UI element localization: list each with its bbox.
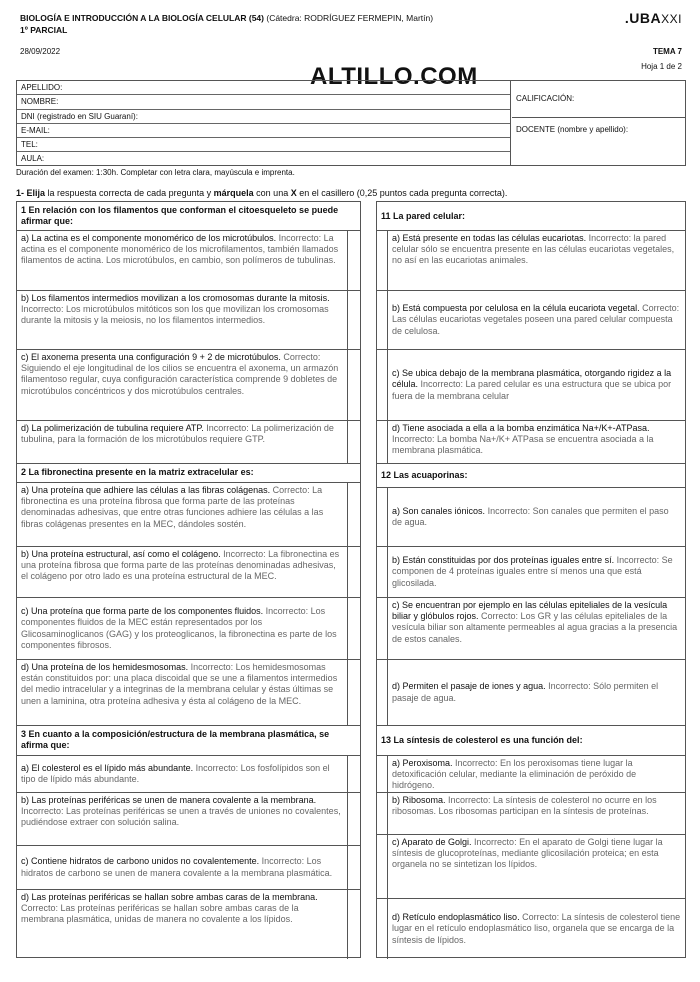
answer-option[interactable]: [17, 793, 360, 846]
answer-option[interactable]: [377, 835, 685, 899]
question-title: 11 La pared celular:: [377, 202, 685, 231]
answer-content: [387, 793, 685, 834]
option-feedback: Incorrecto: Los microtúbulos mitóticos son los que movilizan los cromosomas durante la mitosis y la meiosis, no los filamentos intermedios.: [21, 304, 329, 326]
answer-option[interactable]: [377, 231, 685, 291]
instructions: 1- Elija la respuesta correcta de cada pregunta y márquela con una X en el casillero (0,25 puntos cada pregunta correcta).: [16, 188, 508, 198]
option-text: b) Ribosoma.: [392, 795, 449, 805]
option-text: c) Una proteína que forma parte de los componentes fluidos.: [21, 606, 266, 617]
option-text: d) Permiten el pasaje de iones y agua.: [392, 681, 549, 692]
option-feedback: Correcto: Las células eucariotas vegetales poseen una pared celular compuesta de celulosa.: [392, 303, 680, 336]
answer-option[interactable]: [377, 660, 685, 726]
student-fields: [17, 81, 511, 165]
option-text: d) Una proteína de los hemidesmosomas.: [21, 662, 191, 672]
course-title: [20, 12, 433, 36]
answer-content: [17, 890, 348, 959]
option-text: c) Se ubica debajo de la membrana plasmática, otorgando rigidez a la célula.: [392, 368, 672, 390]
option-text: a) Son canales iónicos.: [392, 505, 488, 516]
answer-checkbox[interactable]: [350, 483, 360, 546]
question-title: 12 Las acuaporinas:: [377, 464, 685, 488]
answer-checkbox[interactable]: [377, 660, 387, 725]
answer-option[interactable]: [17, 660, 360, 726]
option-text: c) El axonema presenta una configuración 9 + 2 de microtúbulos.: [21, 352, 284, 362]
answer-content: [17, 483, 348, 546]
answer-content: [387, 350, 685, 420]
option-feedback: Correcto: Siguiendo el eje longitudinal de los cilios se encuentra el axonema, un armazón filamentoso regular, cuya configuración característica comprende 9 dobletes de microtúbulos concéntricos y dos microtúbulos centrales.: [21, 352, 339, 396]
answer-option[interactable]: [17, 756, 360, 793]
option-feedback: Incorrecto: Los hidratos de carbono se unen de manera covalente a la membrana plasmática.: [21, 856, 333, 878]
answer-content: [387, 835, 685, 898]
form-field[interactable]: DNI (registrado en SIU Guaraní):: [17, 110, 510, 124]
answer-content: [17, 793, 348, 845]
option-feedback: Correcto: La fibronectina es una proteína fibrosa que forma parte de las proteínas denominadas adhesivas, que entre otras funciones adhiere las células a las fibras colágenas presentes en la MEC, dándoles sostén.: [21, 485, 324, 529]
answer-content: [387, 547, 685, 597]
answer-option[interactable]: [377, 421, 685, 464]
answer-content: [17, 231, 348, 290]
option-text: d) Las proteínas periféricas se hallan sobre ambas caras de la membrana.: [21, 892, 318, 902]
student-info-form: [16, 80, 686, 166]
answer-checkbox[interactable]: [377, 421, 387, 463]
watermark: ALTILLO.COM: [310, 63, 478, 90]
answer-checkbox[interactable]: [350, 660, 360, 725]
uba-xxi-logo: .UBAXXI: [624, 10, 682, 26]
answer-checkbox[interactable]: [350, 421, 360, 463]
form-field[interactable]: E-MAIL:: [17, 124, 510, 138]
answer-option[interactable]: [17, 231, 360, 291]
option-text: b) Una proteína estructural, así como el colágeno.: [21, 549, 224, 559]
answer-checkbox[interactable]: [377, 350, 387, 420]
option-feedback: Incorrecto: La actina es el componente monomérico de los microfilamentos, también llamados filamentos de actina. Los microtúbulos, en cambio, son polímeros de tubulinas.: [21, 233, 339, 266]
answer-option[interactable]: [377, 756, 685, 793]
answer-content: [387, 231, 685, 290]
answer-checkbox[interactable]: [377, 899, 387, 959]
answer-checkbox[interactable]: [377, 598, 387, 659]
answer-content: [17, 660, 348, 725]
docente-field[interactable]: DOCENTE (nombre y apellido):: [516, 125, 629, 134]
answer-option[interactable]: [377, 899, 685, 959]
left-questions-column: [16, 201, 361, 958]
answer-content: [387, 421, 685, 463]
answer-option[interactable]: [17, 846, 360, 890]
form-field[interactable]: AULA:: [21, 154, 45, 164]
option-feedback: Incorrecto: Las proteínas periféricas se unen a través de uniones no covalentes, pudiéndose extraer con solución salina.: [21, 806, 341, 828]
calificacion-field[interactable]: CALIFICACIÓN:: [512, 81, 686, 118]
answer-checkbox[interactable]: [350, 291, 360, 349]
form-field[interactable]: NOMBRE:: [17, 95, 510, 109]
question-title: 1 En relación con los filamentos que conforman el citoesqueleto se puede afirmar que:: [17, 202, 360, 231]
option-text: c) Contiene hidratos de carbono unidos no covalentemente.: [21, 856, 262, 867]
answer-checkbox[interactable]: [350, 598, 360, 659]
answer-checkbox[interactable]: [377, 793, 387, 834]
answer-content: [17, 547, 348, 597]
option-text: d) Retículo endoplasmático liso.: [392, 912, 523, 923]
answer-checkbox[interactable]: [350, 890, 360, 959]
answer-content: [387, 291, 685, 349]
answer-checkbox[interactable]: [377, 756, 387, 792]
answer-checkbox[interactable]: [350, 846, 360, 889]
option-text: a) Una proteína que adhiere las células a las fibras colágenas.: [21, 485, 273, 495]
answer-content: [17, 350, 348, 420]
form-field[interactable]: APELLIDO:: [17, 81, 510, 95]
option-feedback: Incorrecto: La pared celular es una estructura que se ubica por fuera de la membrana celular: [392, 379, 672, 401]
duration-note: Duración del examen: 1:30h. Completar con letra clara, mayúscula e imprenta.: [16, 168, 295, 177]
option-text: b) Están constituidas por dos proteínas iguales entre sí.: [392, 555, 617, 566]
option-text: a) La actina es el componente monomérico de los microtúbulos.: [21, 233, 279, 243]
answer-checkbox[interactable]: [350, 793, 360, 845]
answer-checkbox[interactable]: [350, 350, 360, 420]
form-field[interactable]: TEL:: [17, 138, 510, 152]
exam-date: 28/09/2022: [20, 47, 61, 56]
option-feedback: Incorrecto: Se componen de 4 proteínas iguales entre sí menos una que está glicosilada.: [392, 555, 673, 588]
option-feedback: Correcto: Los GR y las células epiteliales de la vesícula biliar son altamente permeables al agua gracias a la presencia de estos canales.: [392, 611, 678, 644]
answer-content: [387, 756, 685, 792]
answer-content: [17, 846, 348, 889]
answer-content: [387, 488, 685, 546]
answer-option[interactable]: [377, 793, 685, 835]
answer-checkbox[interactable]: [377, 231, 387, 290]
option-feedback: Incorrecto: Son canales que permiten el paso de agua.: [392, 505, 669, 527]
answer-checkbox[interactable]: [377, 291, 387, 349]
answer-option[interactable]: [377, 547, 685, 598]
option-feedback: Incorrecto: la pared celular sólo se encuentra presente en las células eucariotas vegetales, no así en las eucariotas animales.: [392, 233, 675, 266]
question-title: 2 La fibronectina presente en la matriz extracelular es:: [17, 464, 360, 483]
answer-checkbox[interactable]: [350, 231, 360, 290]
page-indicator: Hoja 1 de 2: [641, 62, 682, 71]
answer-checkbox[interactable]: [377, 835, 387, 898]
answer-option[interactable]: [17, 291, 360, 350]
option-feedback: Incorrecto: En el aparato de Golgi tiene lugar la síntesis de glucoproteínas, mediante glicosilación proteica; en esta organela no se sintetizan los lípidos.: [392, 837, 663, 870]
question-title: 13 La síntesis de colesterol es una función del:: [377, 726, 685, 756]
option-feedback: Incorrecto: En los peroxisomas tiene lugar la detoxificación celular, mediante la eliminación de peróxido de hidrógeno.: [392, 758, 637, 791]
course-name: BIOLOGÍA E INTRODUCCIÓN A LA BIOLOGÍA CELULAR (54): [20, 13, 264, 23]
catedra: (Cátedra: RODRÍGUEZ FERMEPIN, Martín): [266, 13, 434, 23]
option-feedback: Incorrecto: Sólo permiten el pasaje de agua.: [392, 681, 659, 703]
answer-option[interactable]: [17, 350, 360, 421]
option-feedback: Incorrecto: La síntesis de colesterol no ocurre en los ribosomas. Los ribosomas participan en la síntesis de proteínas.: [392, 795, 657, 817]
option-text: c) Se encuentran por ejemplo en las células epiteliales de la vesícula biliar y glóbulos rojos.: [392, 600, 668, 622]
option-text: a) El colesterol es el lípido más abundante.: [21, 762, 196, 773]
answer-option[interactable]: [17, 598, 360, 660]
answer-content: [17, 421, 348, 463]
answer-checkbox[interactable]: [377, 547, 387, 597]
option-feedback: Incorrecto: La polimerización de tubulina, para la formación de los microtúbulos requiere GTP.: [21, 423, 334, 445]
answer-option[interactable]: [17, 547, 360, 598]
exam-name: 1º PARCIAL: [20, 25, 68, 35]
option-text: b) Las proteínas periféricas se unen de manera covalente a la membrana.: [21, 795, 317, 805]
option-feedback: Incorrecto: La fibronectina es una proteína fibrosa que forma parte de las proteínas denominadas adhesivas, el colágeno por otro lado es una proteína estructural de la MEC.: [21, 549, 340, 582]
option-feedback: Correcto: La síntesis de colesterol tiene lugar en el retículo endoplasmático liso, organela que se encarga de la síntesis de lípidos.: [392, 912, 681, 945]
option-text: a) Está presente en todas las células eucariotas.: [392, 233, 589, 243]
answer-option[interactable]: [17, 890, 360, 959]
answer-option[interactable]: [377, 291, 685, 350]
tema-label: TEMA 7: [652, 47, 682, 56]
option-feedback: Incorrecto: Los componentes fluidos de la MEC están representados por los Glicosaminoglicanos (GAG) y los proteoglicanos, la fibronectina es parte de los componentes fibrosos.: [21, 606, 337, 650]
answer-content: [387, 660, 685, 725]
answer-checkbox[interactable]: [377, 488, 387, 546]
answer-option[interactable]: [377, 350, 685, 421]
option-text: b) Está compuesta por celulosa en la célula eucariota vegetal.: [392, 303, 643, 314]
option-feedback: Correcto: Las proteínas periféricas se hallan sobre ambas caras de la membrana plasmática, unidas de manera no covalente a los lípidos.: [21, 903, 299, 925]
answer-content: [17, 291, 348, 349]
right-questions-column: [376, 201, 686, 958]
answer-content: [387, 598, 685, 659]
option-text: c) Aparato de Golgi.: [392, 837, 475, 847]
answer-option[interactable]: [17, 421, 360, 464]
answer-content: [17, 756, 348, 792]
question-title: 3 En cuanto a la composición/estructura de la membrana plasmática, se afirma que:: [17, 726, 360, 756]
option-text: a) Peroxisoma.: [392, 758, 456, 768]
answer-option[interactable]: [377, 598, 685, 660]
answer-content: [387, 899, 685, 959]
option-text: d) Tiene asociada a ella a la bomba enzimática Na+/K+-ATPasa.: [392, 423, 650, 433]
option-feedback: Incorrecto: La bomba Na+/K+ ATPasa se encuentra asociada a la membrana plasmática.: [392, 434, 654, 456]
answer-option[interactable]: [377, 488, 685, 547]
option-feedback: Incorrecto: Los fosfolípidos son el tipo de lípido más abundante.: [21, 762, 330, 784]
option-text: d) La polimerización de tubulina requiere ATP.: [21, 423, 207, 433]
answer-checkbox[interactable]: [350, 547, 360, 597]
answer-checkbox[interactable]: [350, 756, 360, 792]
option-feedback: Incorrecto: Los hemidesmosomas están constituidos por: una placa discoidal que se une a filamentos intermedios del medio intracelular y a integrinas de la membrana celular y éstas últimas se unen a laminina, otra proteína adhesiva y ésta al colágeno de la MEC.: [21, 662, 338, 706]
option-text: b) Los filamentos intermedios movilizan a los cromosomas durante la mitosis.: [21, 293, 330, 303]
answer-option[interactable]: [17, 483, 360, 547]
answer-content: [17, 598, 348, 659]
